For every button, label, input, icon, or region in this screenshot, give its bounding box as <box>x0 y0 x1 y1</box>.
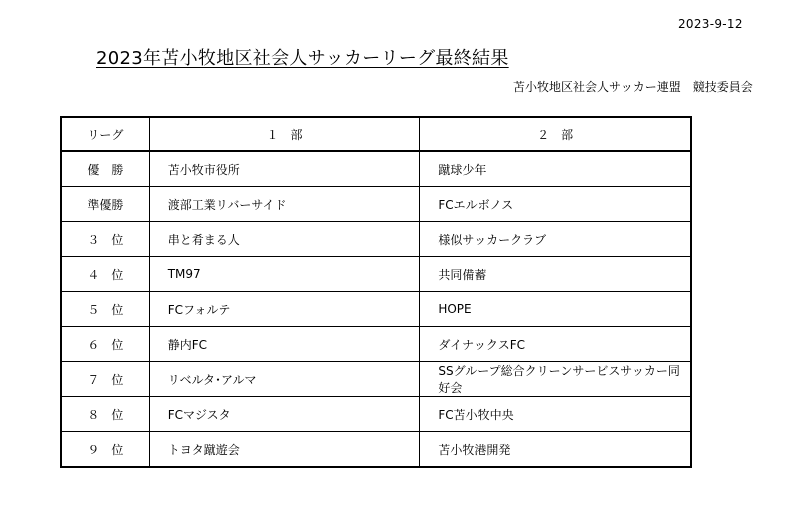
division-2-team: ダイナックスFC <box>420 327 691 362</box>
organizer-name: 苫小牧地区社会人サッカー連盟 競技委員会 <box>513 80 753 94</box>
division-2-team: FC苫小牧中央 <box>420 397 691 432</box>
division-1-team: 渡部工業リバーサイド <box>149 187 420 222</box>
document-date: 2023-9-12 <box>678 17 743 31</box>
division-1-team: FCマジスタ <box>149 397 420 432</box>
rank-cell: ７ 位 <box>61 362 149 397</box>
division-2-team: 共同備蓄 <box>420 257 691 292</box>
results-table <box>60 116 692 468</box>
table-row <box>61 397 691 432</box>
division-2-team: FCエルボノス <box>420 187 691 222</box>
column-header-league: リーグ <box>61 117 149 151</box>
division-1-team: TM97 <box>149 257 420 292</box>
page-title: 2023年苫小牧地区社会人サッカーリーグ最終結果 <box>96 48 509 69</box>
division-1-team: 苫小牧市役所 <box>149 151 420 187</box>
rank-cell: 優 勝 <box>61 151 149 187</box>
division-1-team: 静内FC <box>149 327 420 362</box>
table-row <box>61 257 691 292</box>
rank-cell: ３ 位 <box>61 222 149 257</box>
table-row <box>61 327 691 362</box>
rank-cell: ６ 位 <box>61 327 149 362</box>
rank-cell: ９ 位 <box>61 432 149 468</box>
division-2-team: 苫小牧港開発 <box>420 432 691 468</box>
table-row <box>61 362 691 397</box>
division-2-team: HOPE <box>420 292 691 327</box>
table-row <box>61 151 691 187</box>
column-header-division-2: ２ 部 <box>420 117 691 151</box>
table-row <box>61 222 691 257</box>
division-2-team: 蹴球少年 <box>420 151 691 187</box>
table-header-row <box>61 117 691 151</box>
rank-cell: ８ 位 <box>61 397 149 432</box>
table-row <box>61 187 691 222</box>
rank-cell: ４ 位 <box>61 257 149 292</box>
rank-cell: ５ 位 <box>61 292 149 327</box>
table-row <box>61 292 691 327</box>
table-row <box>61 432 691 468</box>
rank-cell: 準優勝 <box>61 187 149 222</box>
division-2-team: 様似サッカークラブ <box>420 222 691 257</box>
division-1-team: 串と肴まる人 <box>149 222 420 257</box>
division-1-team: FCフォルテ <box>149 292 420 327</box>
division-1-team: リベルタ･アルマ <box>149 362 420 397</box>
column-header-division-1: １ 部 <box>149 117 420 151</box>
division-2-team: SSグループ総合クリーンサービスサッカー同好会 <box>420 362 691 397</box>
division-1-team: トヨタ蹴遊会 <box>149 432 420 468</box>
